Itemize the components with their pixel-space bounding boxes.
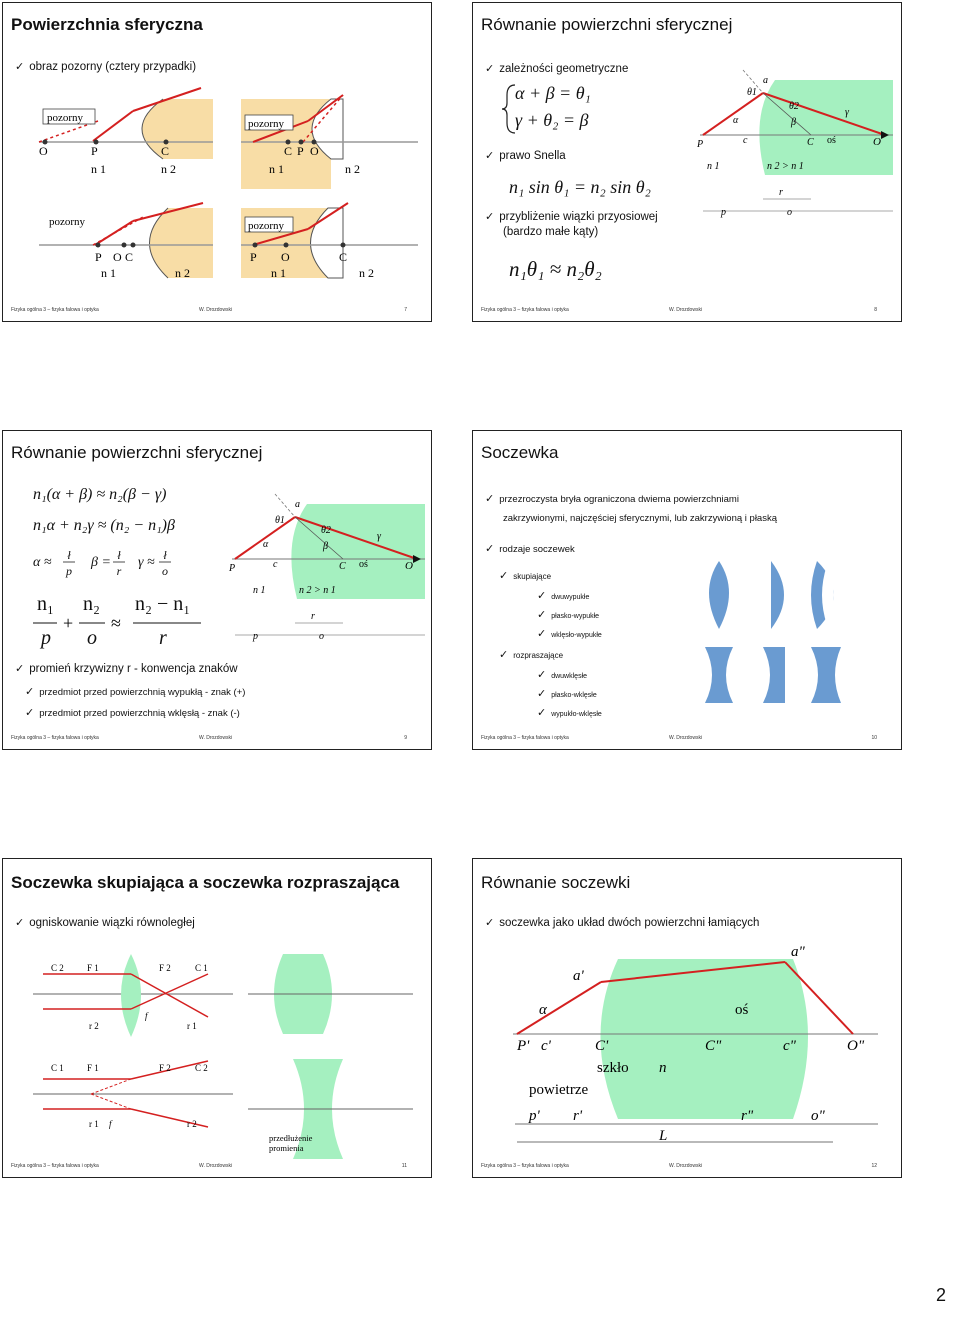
svg-text:r 2: r 2	[187, 1119, 197, 1129]
sub-sub-bullet: ✓ dwuwypukłe	[537, 590, 590, 602]
svg-text:θ2: θ2	[789, 101, 799, 112]
slide-7	[2, 2, 432, 322]
label-pozorny: pozorny	[47, 112, 84, 124]
equation: γ + θ₂ = β	[515, 110, 589, 130]
svg-text:C 2: C 2	[195, 1063, 208, 1073]
svg-text:C 1: C 1	[195, 963, 208, 973]
annotation-extension: przedłużenie	[269, 1133, 313, 1143]
svg-text:c: c	[743, 135, 748, 146]
convex-concave-lens	[811, 647, 841, 703]
svg-text:α: α	[263, 539, 269, 550]
svg-text:P: P	[250, 250, 257, 264]
svg-text:P: P	[95, 250, 102, 264]
sub-sub-bullet: ✓ wklęsło-wypukłe	[537, 628, 602, 640]
label-n1: n 1	[91, 162, 106, 176]
svg-text:θ1: θ1	[275, 515, 285, 526]
bullet: ✓ ogniskowanie wiązki równoległej	[15, 917, 195, 929]
svg-text:n 2: n 2	[345, 162, 360, 176]
refraction-geometry-diagram	[695, 65, 895, 218]
svg-text:r 1: r 1	[187, 1021, 197, 1031]
slide-10	[472, 430, 902, 750]
sub-sub-bullet: ✓ płasko-wklęsłe	[537, 688, 597, 700]
main-equation-bars	[33, 611, 233, 641]
check-icon: ✓	[15, 61, 25, 73]
label-n2: n 2	[161, 162, 176, 176]
label-O: O	[39, 144, 48, 158]
sub-bullet: ✓ skupiające	[499, 570, 552, 582]
svg-text:oś: oś	[359, 559, 368, 570]
svg-text:γ: γ	[377, 531, 381, 542]
svg-text:β: β	[791, 117, 796, 128]
slide-footer: Fizyka ogólna 3 – fizyka falowa i optyka W. Drozdowski 7	[11, 307, 407, 313]
svg-text:F 2: F 2	[159, 1063, 171, 1073]
slide-title: Soczewka skupiająca a soczewka rozpraszająca	[11, 873, 400, 892]
refraction-geometry-diagram	[227, 489, 427, 642]
bullet: ✓ przezroczysta bryła ograniczona dwiema powierzchniami	[485, 493, 739, 505]
sub-sub-bullet: ✓ płasko-wypukłe	[537, 609, 600, 621]
svg-text:o: o	[319, 631, 324, 642]
svg-text:F 1: F 1	[87, 963, 99, 973]
converging-lens	[121, 954, 141, 1037]
svg-text:α: α	[539, 1002, 547, 1018]
svg-text:O: O	[113, 250, 122, 264]
slide-12	[472, 858, 902, 1178]
slide-title: Powierzchnia sferyczna	[11, 15, 203, 34]
svg-text:r 2: r 2	[89, 1021, 99, 1031]
svg-text:L: L	[659, 1128, 668, 1144]
lens-types-illustration	[701, 551, 891, 721]
equation-snell: n₁ sin θ₁ = n₂ sin θ₂	[509, 177, 651, 197]
svg-text:C: C	[339, 561, 346, 572]
svg-text:≈: ≈	[111, 613, 121, 633]
svg-text:o": o"	[811, 1108, 825, 1124]
svg-text:c: c	[273, 559, 278, 570]
svg-text:C 2: C 2	[51, 963, 64, 973]
svg-text:n 1: n 1	[707, 161, 720, 172]
svg-text:θ1: θ1	[747, 87, 757, 98]
svg-text:r': r'	[573, 1108, 583, 1124]
bullet: ✓ obraz pozorny (cztery przypadki)	[15, 61, 197, 73]
slide-footer: Fizyka ogólna 3 – fizyka falowa i optyka W. Drozdowski 11	[11, 1163, 407, 1169]
svg-text:C': C'	[595, 1038, 609, 1054]
svg-text:O: O	[405, 560, 413, 572]
svg-text:pozorny: pozorny	[49, 216, 86, 228]
svg-text:p': p'	[529, 1108, 540, 1124]
svg-text:O: O	[310, 144, 319, 158]
svg-text:+: +	[63, 613, 74, 633]
svg-text:a": a"	[791, 944, 805, 960]
svg-text:P': P'	[517, 1038, 530, 1054]
bullet-continuation: zakrzywionymi, najczęściej sferycznymi, lub zakrzywioną i płaską	[503, 513, 778, 524]
svg-text:r 1: r 1	[89, 1119, 99, 1129]
equation-approx: n₁θ₁ ≈ n₂θ₂	[509, 257, 602, 281]
slide-title: Równanie powierzchni sferycznej	[481, 15, 733, 34]
bullet: ✓ rodzaje soczewek	[485, 543, 575, 555]
biconvex-lens	[709, 561, 729, 629]
svg-text:C: C	[807, 137, 814, 148]
svg-text:P: P	[229, 563, 236, 574]
svg-text:powietrze: powietrze	[529, 1082, 589, 1098]
slide-footer: Fizyka ogólna 3 – fizyka falowa i optyka W. Drozdowski 12	[481, 1163, 877, 1169]
sub-bullet: ✓ przedmiot przed powierzchnią wklęsłą - znak (-)	[25, 707, 240, 719]
bullet: ✓ zależności geometryczne	[485, 63, 629, 75]
svg-text:oś: oś	[827, 135, 836, 146]
bullet: ✓ prawo Snella	[485, 150, 566, 162]
svg-text:r": r"	[741, 1108, 754, 1124]
label-P: P	[91, 144, 98, 158]
sub-sub-bullet: ✓ wypukło-wklęsłe	[537, 707, 602, 719]
bullet: ✓ przybliżenie wiązki przyosiowej	[485, 211, 658, 223]
svg-text:F 2: F 2	[159, 963, 171, 973]
equation: n₁(α + β) ≈ n₂(β − γ)	[33, 486, 167, 503]
svg-text:n: n	[659, 1060, 667, 1076]
sub-sub-bullet: ✓ dwuwklęsłe	[537, 669, 588, 681]
slide-title: Równanie soczewki	[481, 873, 631, 892]
slide-title: Soczewka	[481, 443, 559, 462]
svg-text:c": c"	[783, 1038, 796, 1054]
svg-text:P: P	[697, 139, 704, 150]
svg-text:a: a	[295, 499, 300, 510]
slide-footer: Fizyka ogólna 3 – fizyka falowa i optyka W. Drozdowski 9	[11, 735, 407, 741]
slide-8	[472, 2, 902, 322]
lens-focusing-diagram	[3, 949, 432, 1178]
slide-footer: Fizyka ogólna 3 – fizyka falowa i optyka W. Drozdowski 10	[481, 735, 877, 741]
svg-text:a': a'	[573, 968, 584, 984]
svg-text:pozorny: pozorny	[248, 220, 285, 232]
svg-text:r: r	[311, 611, 315, 622]
svg-text:O: O	[873, 136, 881, 148]
svg-text:C: C	[339, 250, 348, 264]
sub-bullet: ✓ rozpraszające	[499, 649, 564, 661]
svg-text:p: p	[253, 631, 258, 642]
svg-text:C 1: C 1	[51, 1063, 64, 1073]
svg-text:oś: oś	[735, 1002, 749, 1018]
svg-text:n 1: n 1	[269, 162, 284, 176]
svg-text:r: r	[779, 187, 783, 198]
plano-convex-lens	[771, 561, 784, 629]
svg-text:f: f	[145, 1011, 148, 1021]
svg-text:C": C"	[705, 1038, 722, 1054]
biconcave-lens	[705, 647, 733, 703]
plano-concave-lens	[763, 647, 785, 703]
svg-text:P: P	[297, 144, 304, 158]
svg-text:szkło: szkło	[597, 1060, 629, 1076]
svg-text:n 2 > n 1: n 2 > n 1	[767, 161, 804, 172]
thick-lens-diagram	[473, 944, 902, 1174]
svg-text:n 1: n 1	[101, 266, 116, 280]
svg-text:n 2: n 2	[359, 266, 374, 280]
equation-small-angle: α ≈	[33, 555, 52, 570]
slide-title: Równanie powierzchni sferycznej	[11, 443, 263, 462]
svg-text:F 1: F 1	[87, 1063, 99, 1073]
svg-text:n 2 > n 1: n 2 > n 1	[299, 585, 336, 596]
svg-text:C: C	[284, 144, 293, 158]
ray	[93, 111, 133, 141]
page-number: 2	[935, 1285, 946, 1305]
svg-text:O": O"	[847, 1038, 865, 1054]
bullet: ✓ promień krzywizny r - konwencja znaków	[15, 663, 238, 675]
svg-text:β: β	[323, 541, 328, 552]
bullet: ✓ soczewka jako układ dwóch powierzchni łamiących	[485, 917, 760, 929]
svg-text:promienia: promienia	[269, 1143, 304, 1153]
svg-text:c': c'	[541, 1038, 551, 1054]
svg-text:γ: γ	[845, 107, 849, 118]
svg-text:n 2: n 2	[175, 266, 190, 280]
svg-text:n 1: n 1	[271, 266, 286, 280]
svg-text:α: α	[733, 115, 739, 126]
svg-text:θ2: θ2	[321, 525, 331, 536]
svg-text:o: o	[787, 207, 792, 218]
svg-text:a: a	[763, 75, 768, 86]
svg-text:C: C	[125, 250, 134, 264]
equation: n₁α + n₂γ ≈ (n₂ − n₁)β	[33, 517, 175, 534]
bullet-continuation: (bardzo małe kąty)	[503, 226, 599, 238]
svg-text:f: f	[109, 1119, 112, 1129]
equation: α + β = θ₁	[515, 83, 591, 103]
slide-9: Równanie powierzchni sferycznej n₁(α + β) ≈ n₂(β − γ) n₁α + n₂γ ≈ (n₂ − n₁)β α ≈ ł p β = ł r γ ≈ ł o n₁ n₂ n₂ − n₁ p o r + ≈ ✓ promień krzywizny r - konwencja znaków ✓ przedmiot przed powierzchnią wypukłą - znak (+) ✓ przedmiot przed powierzchnią wklęsłą - znak (-) θ1 a θ2 γ α β c C oś O P n 1 n 2 > n 1 r p o Fizyka ogólna 3 – fizyka falowa i optyka W. Drozdowski 9	[2, 430, 432, 750]
sub-bullet: ✓ przedmiot przed powierzchnią wypukłą - znak (+)	[25, 686, 246, 698]
svg-text:n 1: n 1	[253, 585, 266, 596]
svg-text:pozorny: pozorny	[248, 118, 285, 130]
slide-11	[2, 858, 432, 1178]
refraction-cases-diagram	[3, 3, 432, 322]
svg-text:p: p	[721, 207, 726, 218]
slide-footer: Fizyka ogólna 3 – fizyka falowa i optyka W. Drozdowski 8	[481, 307, 877, 313]
svg-text:O: O	[281, 250, 290, 264]
label-C: C	[161, 144, 170, 158]
